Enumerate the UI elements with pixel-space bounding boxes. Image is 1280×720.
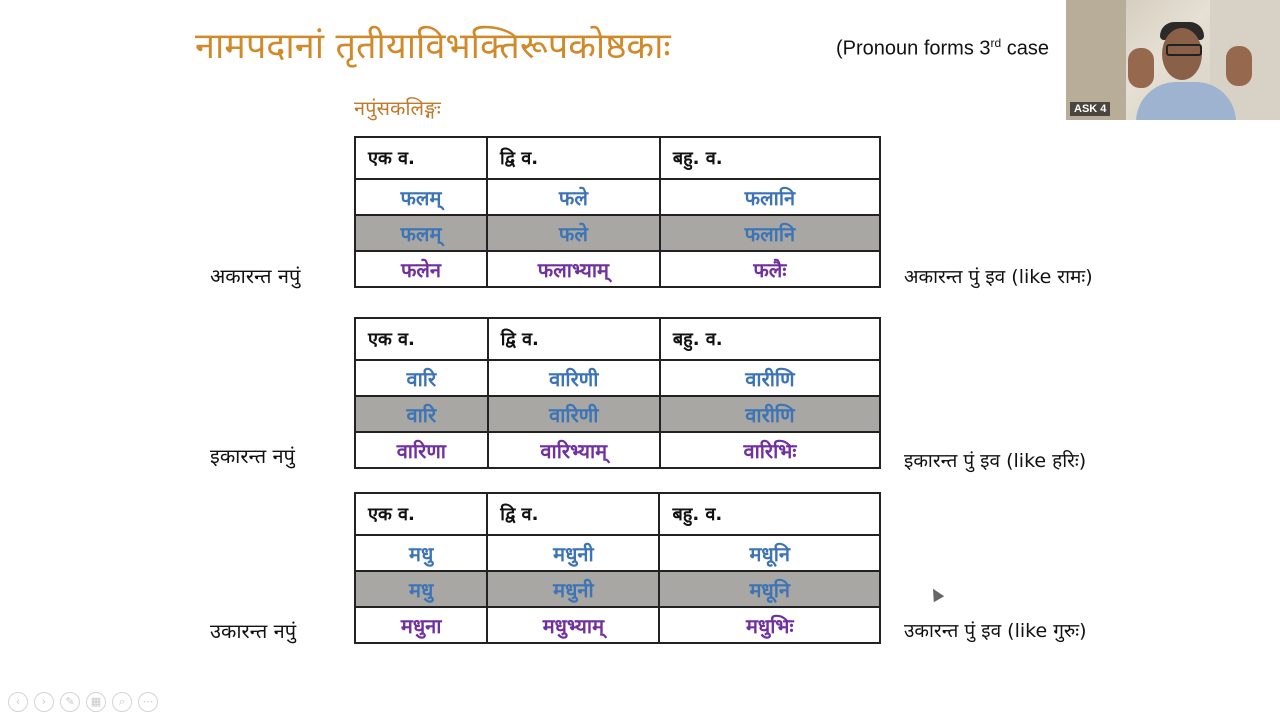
presenter-glasses	[1166, 44, 1202, 56]
table-header-row	[355, 137, 880, 179]
cell-dual: मधुनी	[487, 535, 659, 571]
declension-table-i	[354, 317, 881, 469]
header-plural: बहु. व.	[660, 137, 880, 179]
subtitle-text: (Pronoun forms 3	[836, 37, 991, 60]
cell-plural: वारिभिः	[660, 432, 880, 468]
table-row-instrumental	[355, 251, 880, 287]
cell-dual: वारिणी	[488, 360, 660, 396]
header-plural: बहु. व.	[659, 493, 880, 535]
stem-label-u: उकारन्त नपुं	[210, 619, 297, 643]
table-row-instrumental	[355, 607, 880, 643]
stem-label-a: अकारन्त नपुं	[210, 264, 301, 288]
comparison-label-a: अकारन्त पुं इव (like रामः)	[904, 266, 1093, 288]
subtitle-tail: case	[1001, 37, 1049, 60]
cell-singular: वारि	[355, 396, 488, 432]
cell-plural: वारीणि	[660, 396, 880, 432]
cell-singular: मधुना	[355, 607, 487, 643]
table-row-shaded	[355, 215, 880, 251]
header-dual: द्वि व.	[488, 318, 660, 360]
cell-dual: मधुनी	[487, 571, 659, 607]
slide-title: नामपदानां तृतीयाविभक्तिरूपकोष्ठकाः	[195, 26, 671, 67]
table-header-row	[355, 318, 880, 360]
table-row	[355, 179, 880, 215]
declension-table-a	[354, 136, 881, 288]
table-row-shaded	[355, 571, 880, 607]
presenter-hand-right	[1226, 46, 1252, 86]
comparison-label-i: इकारन्त पुं इव (like हरिः)	[904, 450, 1087, 472]
cell-dual: फले	[487, 215, 660, 251]
cell-plural: मधुभिः	[659, 607, 880, 643]
subtitle-superscript: rd	[990, 36, 1002, 50]
table-row	[355, 360, 880, 396]
slide-subtitle	[836, 36, 1049, 61]
header-dual: द्वि व.	[487, 137, 660, 179]
cell-plural: मधूनि	[659, 535, 880, 571]
cell-plural: फलैः	[660, 251, 880, 287]
cell-dual: मधुभ्याम्	[487, 607, 659, 643]
next-icon[interactable]: ›	[34, 692, 54, 712]
pen-icon[interactable]: ✎	[60, 692, 80, 712]
header-singular: एक व.	[355, 493, 487, 535]
cell-singular: मधु	[355, 571, 487, 607]
mouse-cursor-icon	[928, 586, 944, 602]
cell-plural: फलानि	[660, 179, 880, 215]
table-row	[355, 535, 880, 571]
cell-plural: मधूनि	[659, 571, 880, 607]
table-row-instrumental	[355, 432, 880, 468]
cell-dual: फले	[487, 179, 660, 215]
table-header-row	[355, 493, 880, 535]
prev-icon[interactable]: ‹	[8, 692, 28, 712]
presenter-video[interactable]	[1066, 0, 1280, 120]
cell-dual: वारिणी	[488, 396, 660, 432]
cell-dual: वारिभ्याम्	[488, 432, 660, 468]
slideshow-toolbar	[8, 692, 158, 712]
more-icon[interactable]: ⋯	[138, 692, 158, 712]
header-singular: एक व.	[355, 318, 488, 360]
cell-singular: फलम्	[355, 215, 487, 251]
header-dual: द्वि व.	[487, 493, 659, 535]
presenter-hand-left	[1128, 48, 1154, 88]
cell-plural: वारीणि	[660, 360, 880, 396]
cell-singular: मधु	[355, 535, 487, 571]
gender-label: नपुंसकलिङ्गः	[354, 96, 441, 120]
cell-singular: फलेन	[355, 251, 487, 287]
header-plural: बहु. व.	[660, 318, 880, 360]
declension-table-u	[354, 492, 881, 644]
cell-singular: वारि	[355, 360, 488, 396]
zoom-icon[interactable]: ⌕	[112, 692, 132, 712]
header-singular: एक व.	[355, 137, 487, 179]
cell-singular: वारिणा	[355, 432, 488, 468]
cell-dual: फलाभ्याम्	[487, 251, 660, 287]
table-row-shaded	[355, 396, 880, 432]
stem-label-i: इकारन्त नपुं	[210, 444, 295, 468]
comparison-label-u: उकारन्त पुं इव (like गुरुः)	[904, 620, 1087, 642]
cell-singular: फलम्	[355, 179, 487, 215]
video-name-label: ASK 4	[1070, 102, 1110, 116]
cell-plural: फलानि	[660, 215, 880, 251]
slides-icon[interactable]: ▦	[86, 692, 106, 712]
